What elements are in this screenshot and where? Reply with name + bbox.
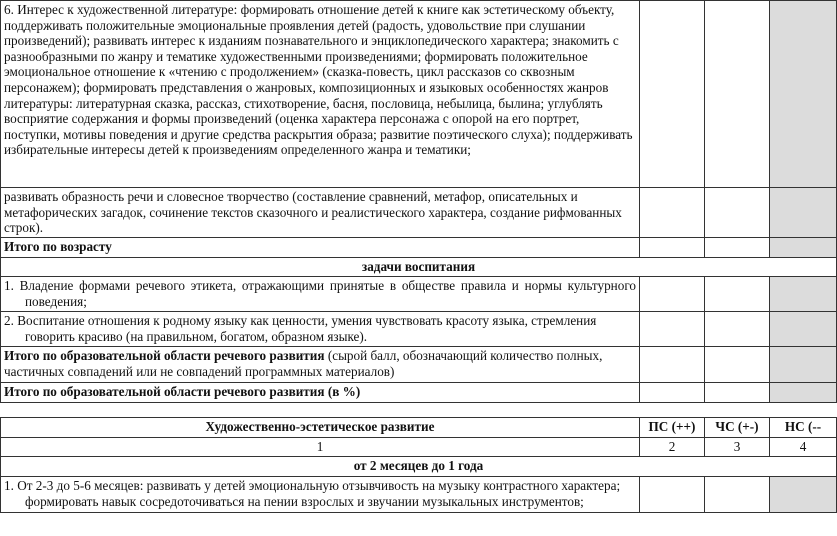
score-cell-none[interactable] — [770, 277, 837, 312]
score-cell-none[interactable] — [770, 347, 837, 383]
score-cell-none[interactable] — [770, 477, 837, 513]
column-header-no-match: НС (-- — [770, 418, 837, 438]
score-cell-full[interactable] — [640, 1, 705, 188]
score-cell-partial[interactable] — [705, 347, 770, 383]
score-cell-partial[interactable] — [705, 277, 770, 312]
table-row — [1, 347, 837, 383]
table-row — [1, 277, 837, 312]
age-group-header: от 2 месяцев до 1 года — [1, 457, 837, 477]
total-speech-area-raw: Итого по образовательной области речевого развития (сырой балл, обозначающий количество полных, частичных совпадений или не совпадений программных материалов) — [1, 347, 640, 383]
score-cell-full[interactable] — [640, 477, 705, 513]
table-row — [1, 188, 837, 238]
upbringing-task-native-language: 2. Воспитание отношения к родному языку как ценности, умения чувствовать красоту языка, стремления говорить красиво (на правильном, богатом, образном языке). — [1, 312, 640, 347]
score-cell-none[interactable] — [770, 1, 837, 188]
upbringing-tasks-header: задачи воспитания — [1, 258, 837, 277]
column-number: 4 — [770, 438, 837, 457]
score-cell-partial[interactable] — [705, 238, 770, 258]
score-cell-full[interactable] — [640, 188, 705, 238]
table-row — [1, 258, 837, 277]
table-row — [1, 457, 837, 477]
score-cell-none[interactable] — [770, 188, 837, 238]
score-cell-none[interactable] — [770, 312, 837, 347]
total-by-age-label: Итого по возрасту — [1, 238, 640, 258]
score-cell-partial[interactable] — [705, 383, 770, 403]
column-number: 1 — [1, 438, 640, 457]
upbringing-task-etiquette: 1. Владение формами речевого этикета, отражающими принятые в обществе правила и нормы культурного поведения; — [1, 277, 640, 312]
score-cell-partial[interactable] — [705, 477, 770, 513]
score-cell-full[interactable] — [640, 312, 705, 347]
table-row — [1, 238, 837, 258]
score-cell-full[interactable] — [640, 383, 705, 403]
score-cell-full[interactable] — [640, 238, 705, 258]
section-title-art-aesthetic: Художественно-эстетическое развитие — [1, 418, 640, 438]
task-cell-speech-creativity: развивать образность речи и словесное творчество (составление сравнений, метафор, описательных и метафорических загадок, сочинение текстов сказочного и реалистического характера, создание рифмованных строк). — [1, 188, 640, 238]
task-cell-music-responsiveness: 1. От 2-3 до 5-6 месяцев: развивать у детей эмоциональную отзывчивость на музыку контрастного характера; формировать навык сосредоточиваться на пении взрослых и звучании музыкальных инструментов; — [1, 477, 640, 513]
score-cell-none[interactable] — [770, 238, 837, 258]
table-spacer — [1, 403, 837, 418]
score-cell-partial[interactable] — [705, 1, 770, 188]
column-number-row — [1, 438, 837, 457]
column-number: 2 — [640, 438, 705, 457]
column-header-partial-match: ЧС (+-) — [705, 418, 770, 438]
table-row — [1, 383, 837, 403]
column-number: 3 — [705, 438, 770, 457]
score-cell-full[interactable] — [640, 347, 705, 383]
task-cell-literature-interest: 6. Интерес к художественной литературе: формировать отношение детей к книге как эстетическому объекту, поддерживать положительные эмоциональные проявления детей (радость, удовольствие при слушании произведений); развивать интерес к изданиям познавательного и энциклопедического характера; знакомить с разнообразными по жанру и тематике художественными произведениями; формировать положительное эмоциональное отношение к «чтению с продолжением» (сказка-повесть, цикл рассказов со сквозным персонажем); формировать представления о жанровых, композиционных и языковых особенностях жанров литературы: литературная сказка, рассказ, стихотворение, басня, пословица, небылица, былина; углублять восприятие содержания и формы произведений (оценка характера персонажа с опорой на его портрет, поступки, мотивы поведения и другие средства раскрытия образа; развитие поэтического слуха); поддерживать избирательные интересы детей к произведениям определенного жанра и тематики; — [1, 1, 640, 188]
score-cell-none[interactable] — [770, 383, 837, 403]
column-header-full-match: ПС (++) — [640, 418, 705, 438]
table-row — [1, 1, 837, 188]
total-speech-area-percent: Итого по образовательной области речевого развития (в %) — [1, 383, 640, 403]
table-row — [1, 477, 837, 513]
table-header-row — [1, 418, 837, 438]
score-cell-partial[interactable] — [705, 188, 770, 238]
score-cell-partial[interactable] — [705, 312, 770, 347]
table-row — [1, 312, 837, 347]
score-cell-full[interactable] — [640, 277, 705, 312]
